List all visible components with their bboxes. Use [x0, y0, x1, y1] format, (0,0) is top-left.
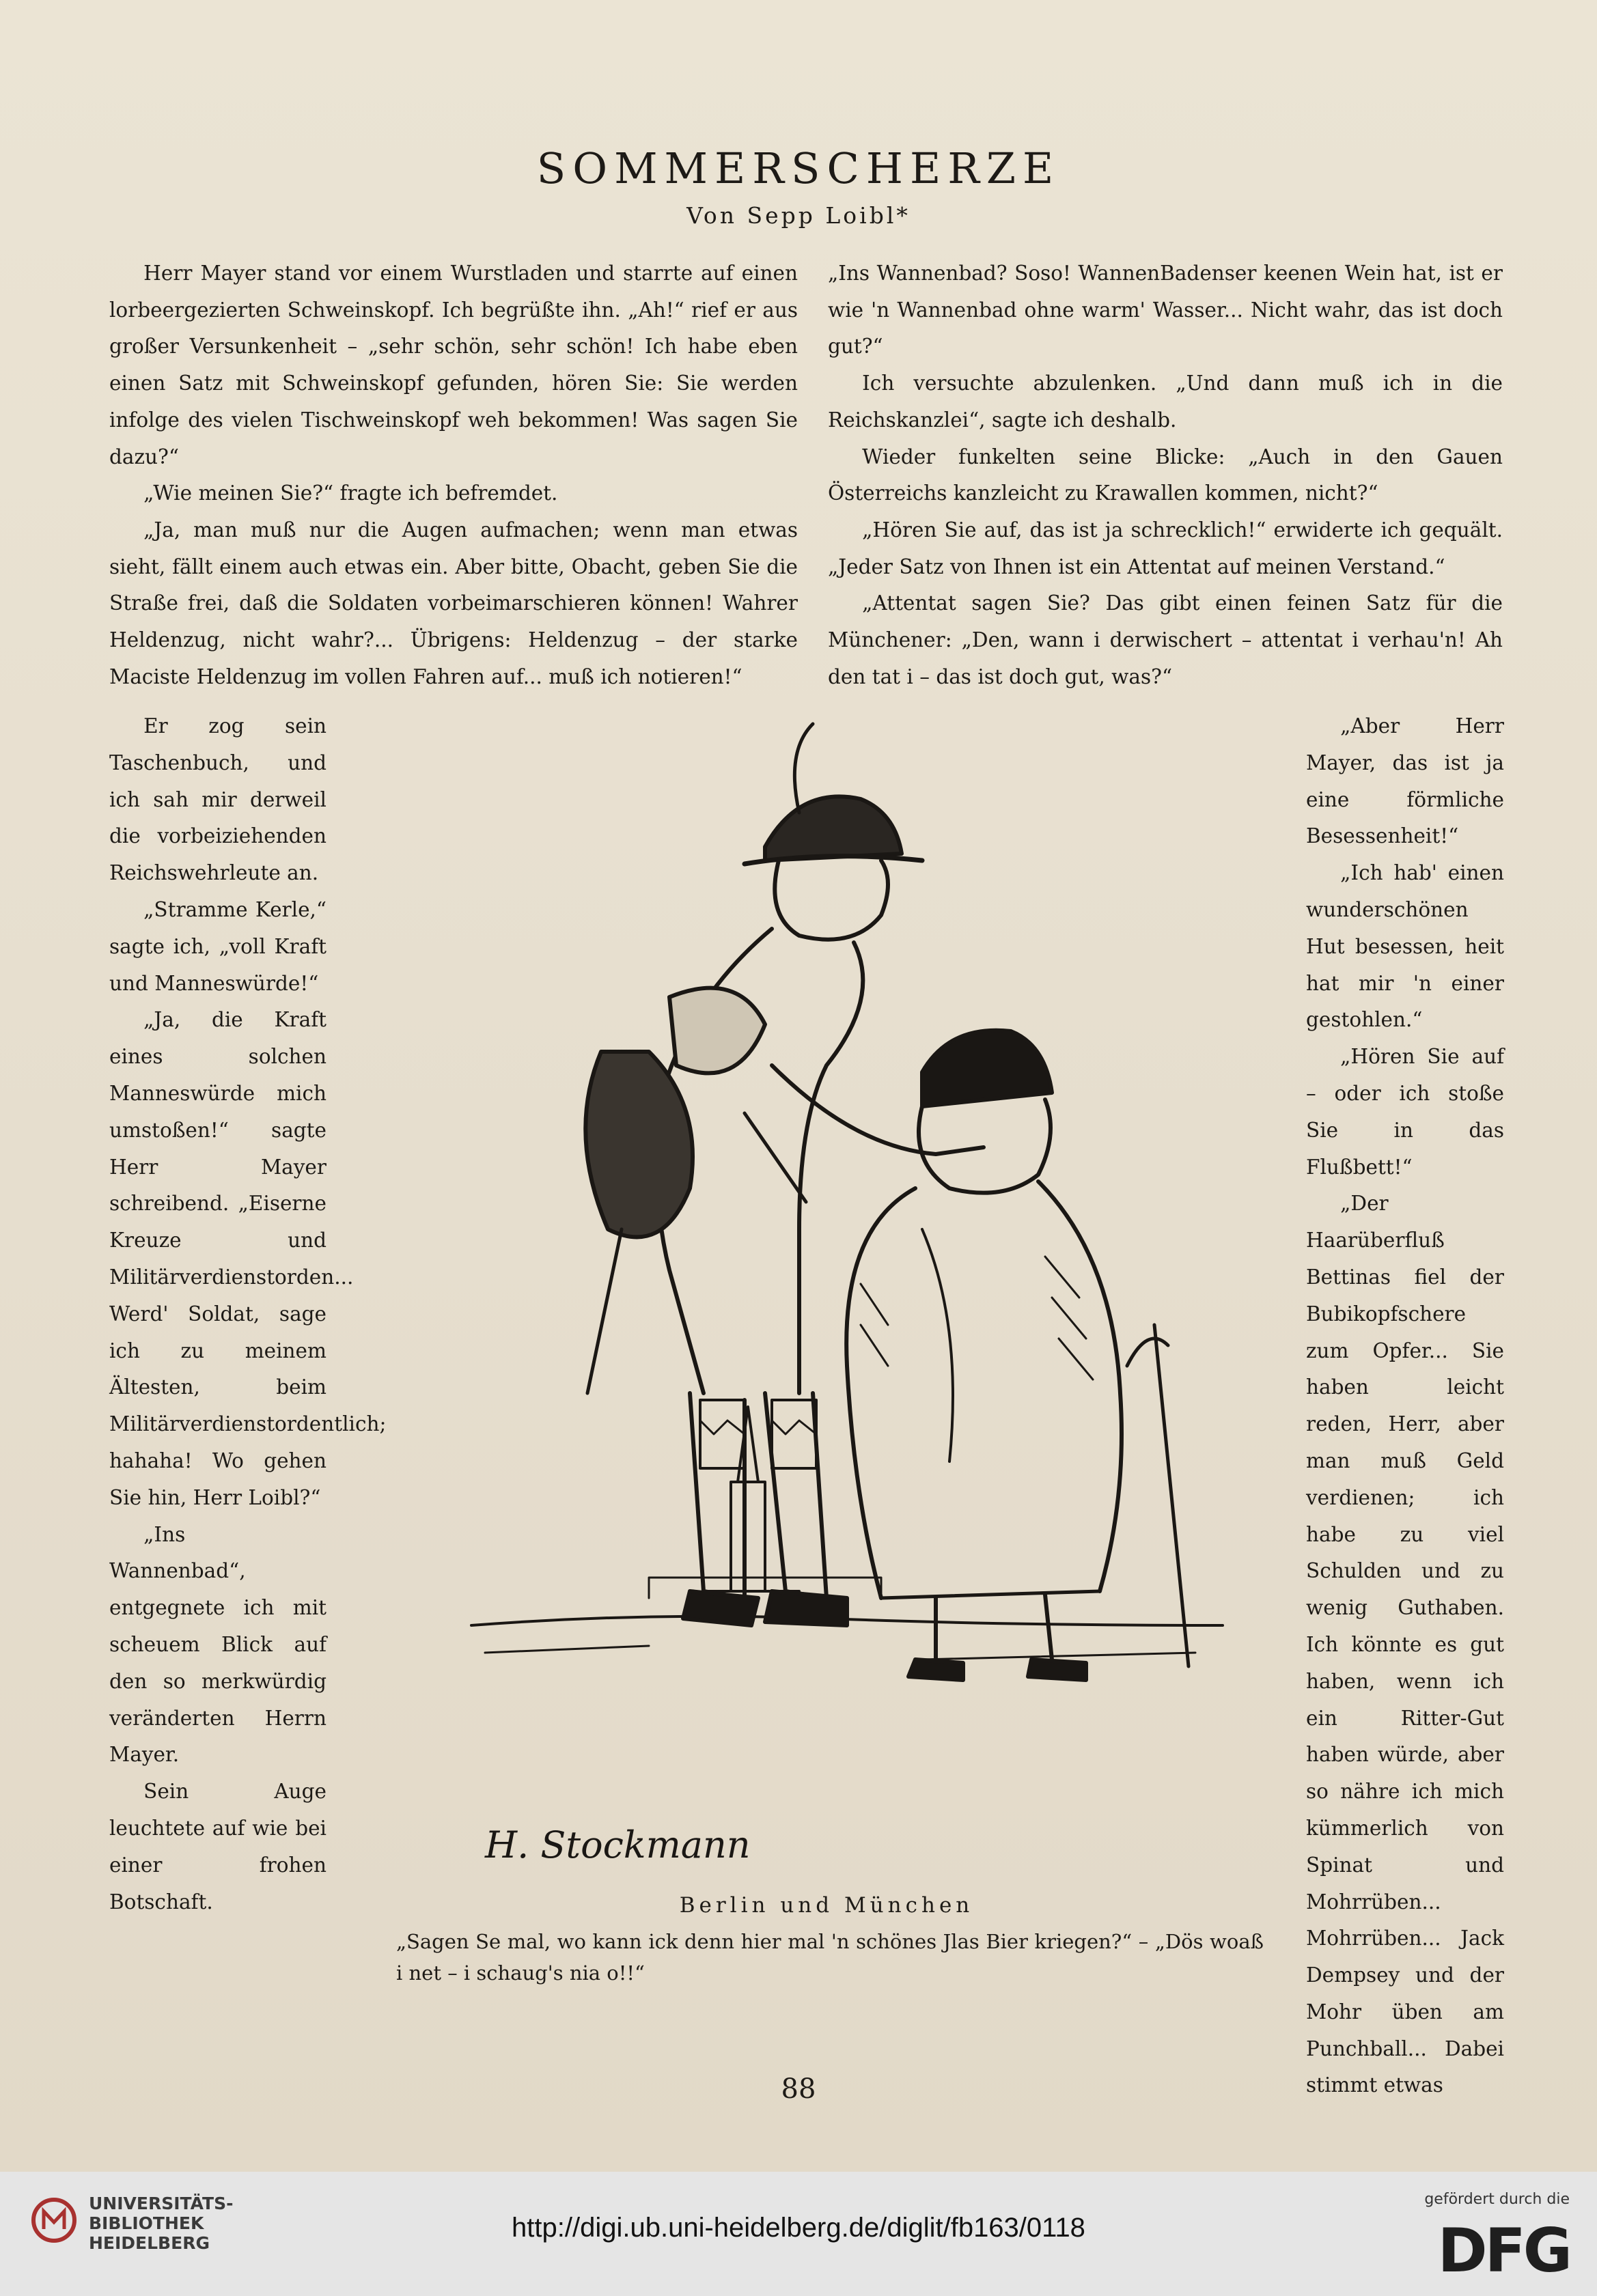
paragraph: „Ins Wannenbad“, entgegnete ich mit scheuem Blick auf den so merkwürdig veränderten Herrn Mayer. [109, 1522, 327, 1767]
paragraph: „Ja, man muß nur die Augen aufmachen; wenn man etwas sieht, fällt einem auch etwas ein. Aber bitte, Obacht, geben Sie die Straße frei, daß die Soldaten vorbeimarschieren können! Wahrer Heldenzug, nicht wahr?... Übrigens: Heldenzug – der starke Maciste Heldenzug im vollen Fahren auf... muß ich notieren!“ [109, 518, 798, 688]
caption-title: Berlin und München [679, 1893, 974, 1918]
funding-label: gefördert durch die [1424, 2191, 1570, 2208]
paragraph: Wieder funkelten seine Blicke: „Auch in den Gauen Österreichs kanzleicht zu Krawallen kommen, nicht?“ [828, 445, 1503, 505]
illustrator-signature: H. Stockmann [485, 1823, 751, 1866]
paragraph: „Der Haarüberfluß Bettinas fiel der Bubikopfschere zum Opfer... Sie haben leicht reden, Herr, aber man muß Geld verdienen; ich habe zu viel Schulden und zu wenig Guthaben. Ich könnte es gut haben, wenn ich ein Ritter-Gut haben würde, aber so nähre ich mich kümmerlich von Spinat und Mohrrüben... Mohrrüben... Jack Dempsey und der Mohr üben am Punchball... Dabei stimmt etwas [1306, 1192, 1504, 2097]
paragraph: „Stramme Kerle,“ sagte ich, „voll Kraft und Manneswürde!“ [109, 897, 327, 995]
paragraph: „Aber Herr Mayer, das ist ja eine förmliche Besessenheit!“ [1306, 714, 1504, 848]
text-column-top-left [109, 255, 798, 695]
paragraph: „Attentat sagen Sie? Das gibt einen feinen Satz für die Münchener: „Den, wann i derwischert – attentat i verhau'n! Ah den tat i – das ist doch gut, was?“ [828, 591, 1503, 688]
page-number: 88 [781, 2073, 816, 2105]
paragraph: Ich versuchte abzulenken. „Und dann muß ich in die Reichskanzlei“, sagte ich deshalb. [828, 372, 1503, 432]
caption-text: „Sagen Se mal, wo kann ick denn hier mal 'n schönes Jlas Bier kriegen?“ – „Dös woaß i net – i schaug's nia o!!“ [396, 1930, 1264, 1985]
paragraph: Sein Auge leuchtete auf wie bei einer frohen Botschaft. [109, 1780, 327, 1914]
text-column-narrow-left [109, 708, 387, 1920]
digitization-footer [0, 2172, 1597, 2296]
paragraph: „Hören Sie auf – oder ich stoße Sie in das Flußbett!“ [1306, 1045, 1504, 1179]
cartoon-illustration [444, 710, 1250, 1871]
article-title: SOMMERSCHERZE [536, 143, 1061, 193]
paragraph: Er zog sein Taschenbuch, und ich sah mir derweil die vorbeiziehenden Reichswehrleute an. [109, 714, 327, 885]
paragraph: „Ich hab' einen wunderschönen Hut besessen, heit hat mir 'n einer gestohlen.“ [1306, 861, 1504, 1032]
paragraph: „Wie meinen Sie?“ fragte ich befremdet. [143, 481, 558, 505]
dfg-logo: DFG [1437, 2215, 1570, 2286]
text-column-narrow-right [1306, 708, 1504, 2104]
paragraph: „Hören Sie auf, das ist ja schrecklich!“ erwiderte ich gequält. „Jeder Satz von Ihnen ist ein Attentat auf meinen Verstand.“ [828, 518, 1503, 578]
permalink-url[interactable]: http://digi.ub.uni-heidelberg.de/diglit/fb163/0118 [512, 2213, 1085, 2243]
library-name: UNIVERSITÄTS- BIBLIOTHEK HEIDELBERG [89, 2194, 234, 2253]
article-byline: Von Sepp Loibl* [686, 202, 911, 229]
paragraph: „Ins Wannenbad? Soso! WannenBadenser keenen Wein hat, ist er wie 'n Wannenbad ohne warm' Wasser... Nicht wahr, das ist doch gut?“ [828, 262, 1503, 359]
text-column-top-right [828, 255, 1503, 695]
paragraph: „Ja, die Kraft eines solchen Manneswürde mich umstoßen!“ sagte Herr Mayer schreibend. „Eiserne Kreuze und Militärverdienstorden... Werd' Soldat, sage ich zu meinem Ältesten, beim Militärverdienstordentlich; hahaha! Wo gehen Sie hin, Herr Loibl?“ [109, 1008, 387, 1509]
paragraph: Herr Mayer stand vor einem Wurstladen und starrte auf einen lorbeergezierten Schweinskopf. Ich begrüßte ihn. „Ah!“ rief er aus großer Versunkenheit – „sehr schön, sehr schön! Ich habe eben einen Satz mit Schweinskopf gefunden, hören Sie: Sie werden infolge des vielen Tischweinskopf weh bekommen! Was sagen Sie dazu?“ [109, 262, 798, 468]
